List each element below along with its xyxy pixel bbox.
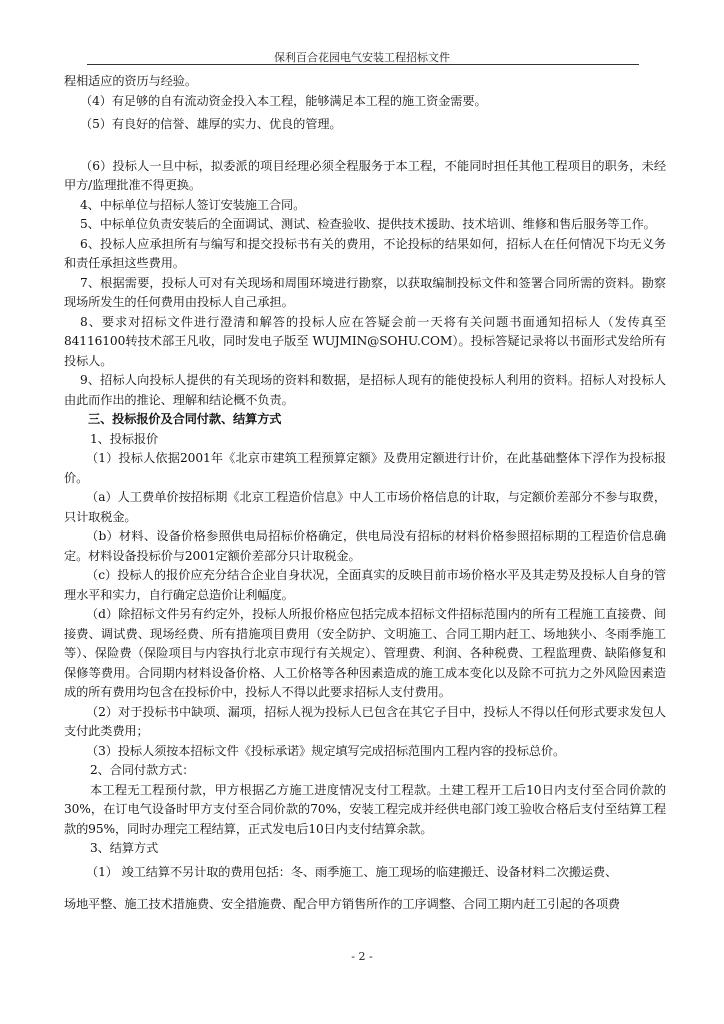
paragraph: （6）投标人一旦中标，拟委派的项目经理必须全程服务于本工程，不能同时担任其他工程项目的职务，未经甲方/监理批准不得更换。 xyxy=(64,158,666,192)
paragraph: （5）有良好的信誉、雄厚的实力、优良的管理。 xyxy=(80,117,342,131)
paragraph: （1） 竣工结算不另计取的费用包括：冬、雨季施工、施工现场的临建搬迁、设备材料二次搬运费、 xyxy=(86,864,618,879)
paragraph: 本工程无工程预付款，甲方根据乙方施工进度情况支付工程款。土建工程开工后10日内支付至合同价款的30%，在订电气设备时甲方支付至合同价款的70%，安装工程完成并经供电部门竣工验收合格后支付至结算工程款的95%，同时办理完工程结算，正式发电后10日内支付结算余款。 xyxy=(64,782,666,836)
paragraph: （4）有足够的自有流动资金投入本工程，能够满足本工程的施工资金需要。 xyxy=(80,93,487,108)
paragraph: 5、中标单位负责安装后的全面调试、测试、检查验收、提供技术援助、技术培训、维修和售后服务等工作。 xyxy=(80,217,656,231)
paragraph: （b）材料、设备价格参照供电局招标价格确定，供电局没有招标的材料价格参照招标期的工程造价信息确定。材料设备投标价与2001定额价差部分只计取税金。 xyxy=(64,529,666,563)
page-header-title: 保利百合花园电气安装工程招标文件 xyxy=(274,51,450,64)
paragraph: （a）人工费单价按招标期《北京工程造价信息》中人工市场价格信息的计取，与定额价差部分不参与取费，只计取税金。 xyxy=(64,490,666,524)
paragraph: 8、要求对招标文件进行澄清和解答的投标人应在答疑会前一天将有关问题书面通知招标人（发传真至84116100转技术部王凡收，同时发电子版至 WUJMIN@SOHU.COM）。投标答疑记录将以书面形式发给所有投标人。 xyxy=(64,314,666,368)
paragraph: 7、根据需要，投标人可对有关现场和周围环境进行勘察，以获取编制投标文件和签署合同所需的资料。勘察现场所发生的任何费用由投标人自己承担。 xyxy=(64,275,666,309)
subsection-heading: 2、合同付款方式： xyxy=(90,763,195,777)
paragraph: （1）投标人依据2001年《北京市建筑工程预算定额》及费用定额进行计价，在此基础整体下浮作为投标报价。 xyxy=(64,451,666,485)
paragraph: （2）对于投标书中缺项、漏项，招标人视为投标人已包含在其它子目中，投标人不得以任何形式要求发包人支付此类费用； xyxy=(64,704,666,738)
paragraph: 9、招标人向投标人提供的有关现场的资料和数据，是招标人现有的能使投标人利用的资料。招标人对投标人由此而作出的推论、理解和结论概不负责。 xyxy=(64,373,666,407)
section-heading: 三、投标报价及合同付款、结算方式 xyxy=(88,412,282,426)
subsection-heading: 1、投标报价 xyxy=(90,431,159,446)
paragraph: 场地平整、施工技术措施费、安全措施费、配合甲方销售所作的工序调整、合同工期内赶工引起的各项费 xyxy=(64,897,621,911)
document-body xyxy=(64,72,666,915)
paragraph: （d）除招标文件另有约定外，投标人所报价格应包括完成本招标文件招标范围内的所有工程施工直接费、间接费、调试费、现场经费、所有措施项目费用（安全防护、文明施工、合同工期内赶工、场地狭小、冬雨季施工等）、保险费（保险项目与内容执行北京市现行有关规定）、管理费、利润、各种税费、工程监理费、缺陷修复和保修等费用。合同期内材料设备价格、人工价格等各种因素造成的施工成本变化以及除不可抗力之外风险因素造成的所有费用均包含在投标价中，投标人不得以此要求招标人支付费用。 xyxy=(64,607,666,699)
subsection-heading: 3、结算方式 xyxy=(90,841,159,855)
paragraph: 6、投标人应承担所有与编写和提交投标书有关的费用，不论投标的结果如何，招标人在任何情况下均无义务和责任承担这些费用。 xyxy=(64,236,666,270)
page-number: - 2 - xyxy=(351,950,373,963)
paragraph: 程相适应的资历与经验。 xyxy=(64,74,197,88)
paragraph: 4、中标单位与招标人签订安装施工合同。 xyxy=(80,197,306,212)
paragraph: （3）投标人须按本招标文件《投标承诺》规定填写完成招标范围内工程内容的投标总价。 xyxy=(86,743,566,758)
header-divider xyxy=(87,64,639,65)
paragraph: （c）投标人的报价应充分结合企业自身状况，全面真实的反映目前市场价格水平及其走势及投标人自身的管理水平和实力，自行确定总造价让利幅度。 xyxy=(64,568,666,602)
